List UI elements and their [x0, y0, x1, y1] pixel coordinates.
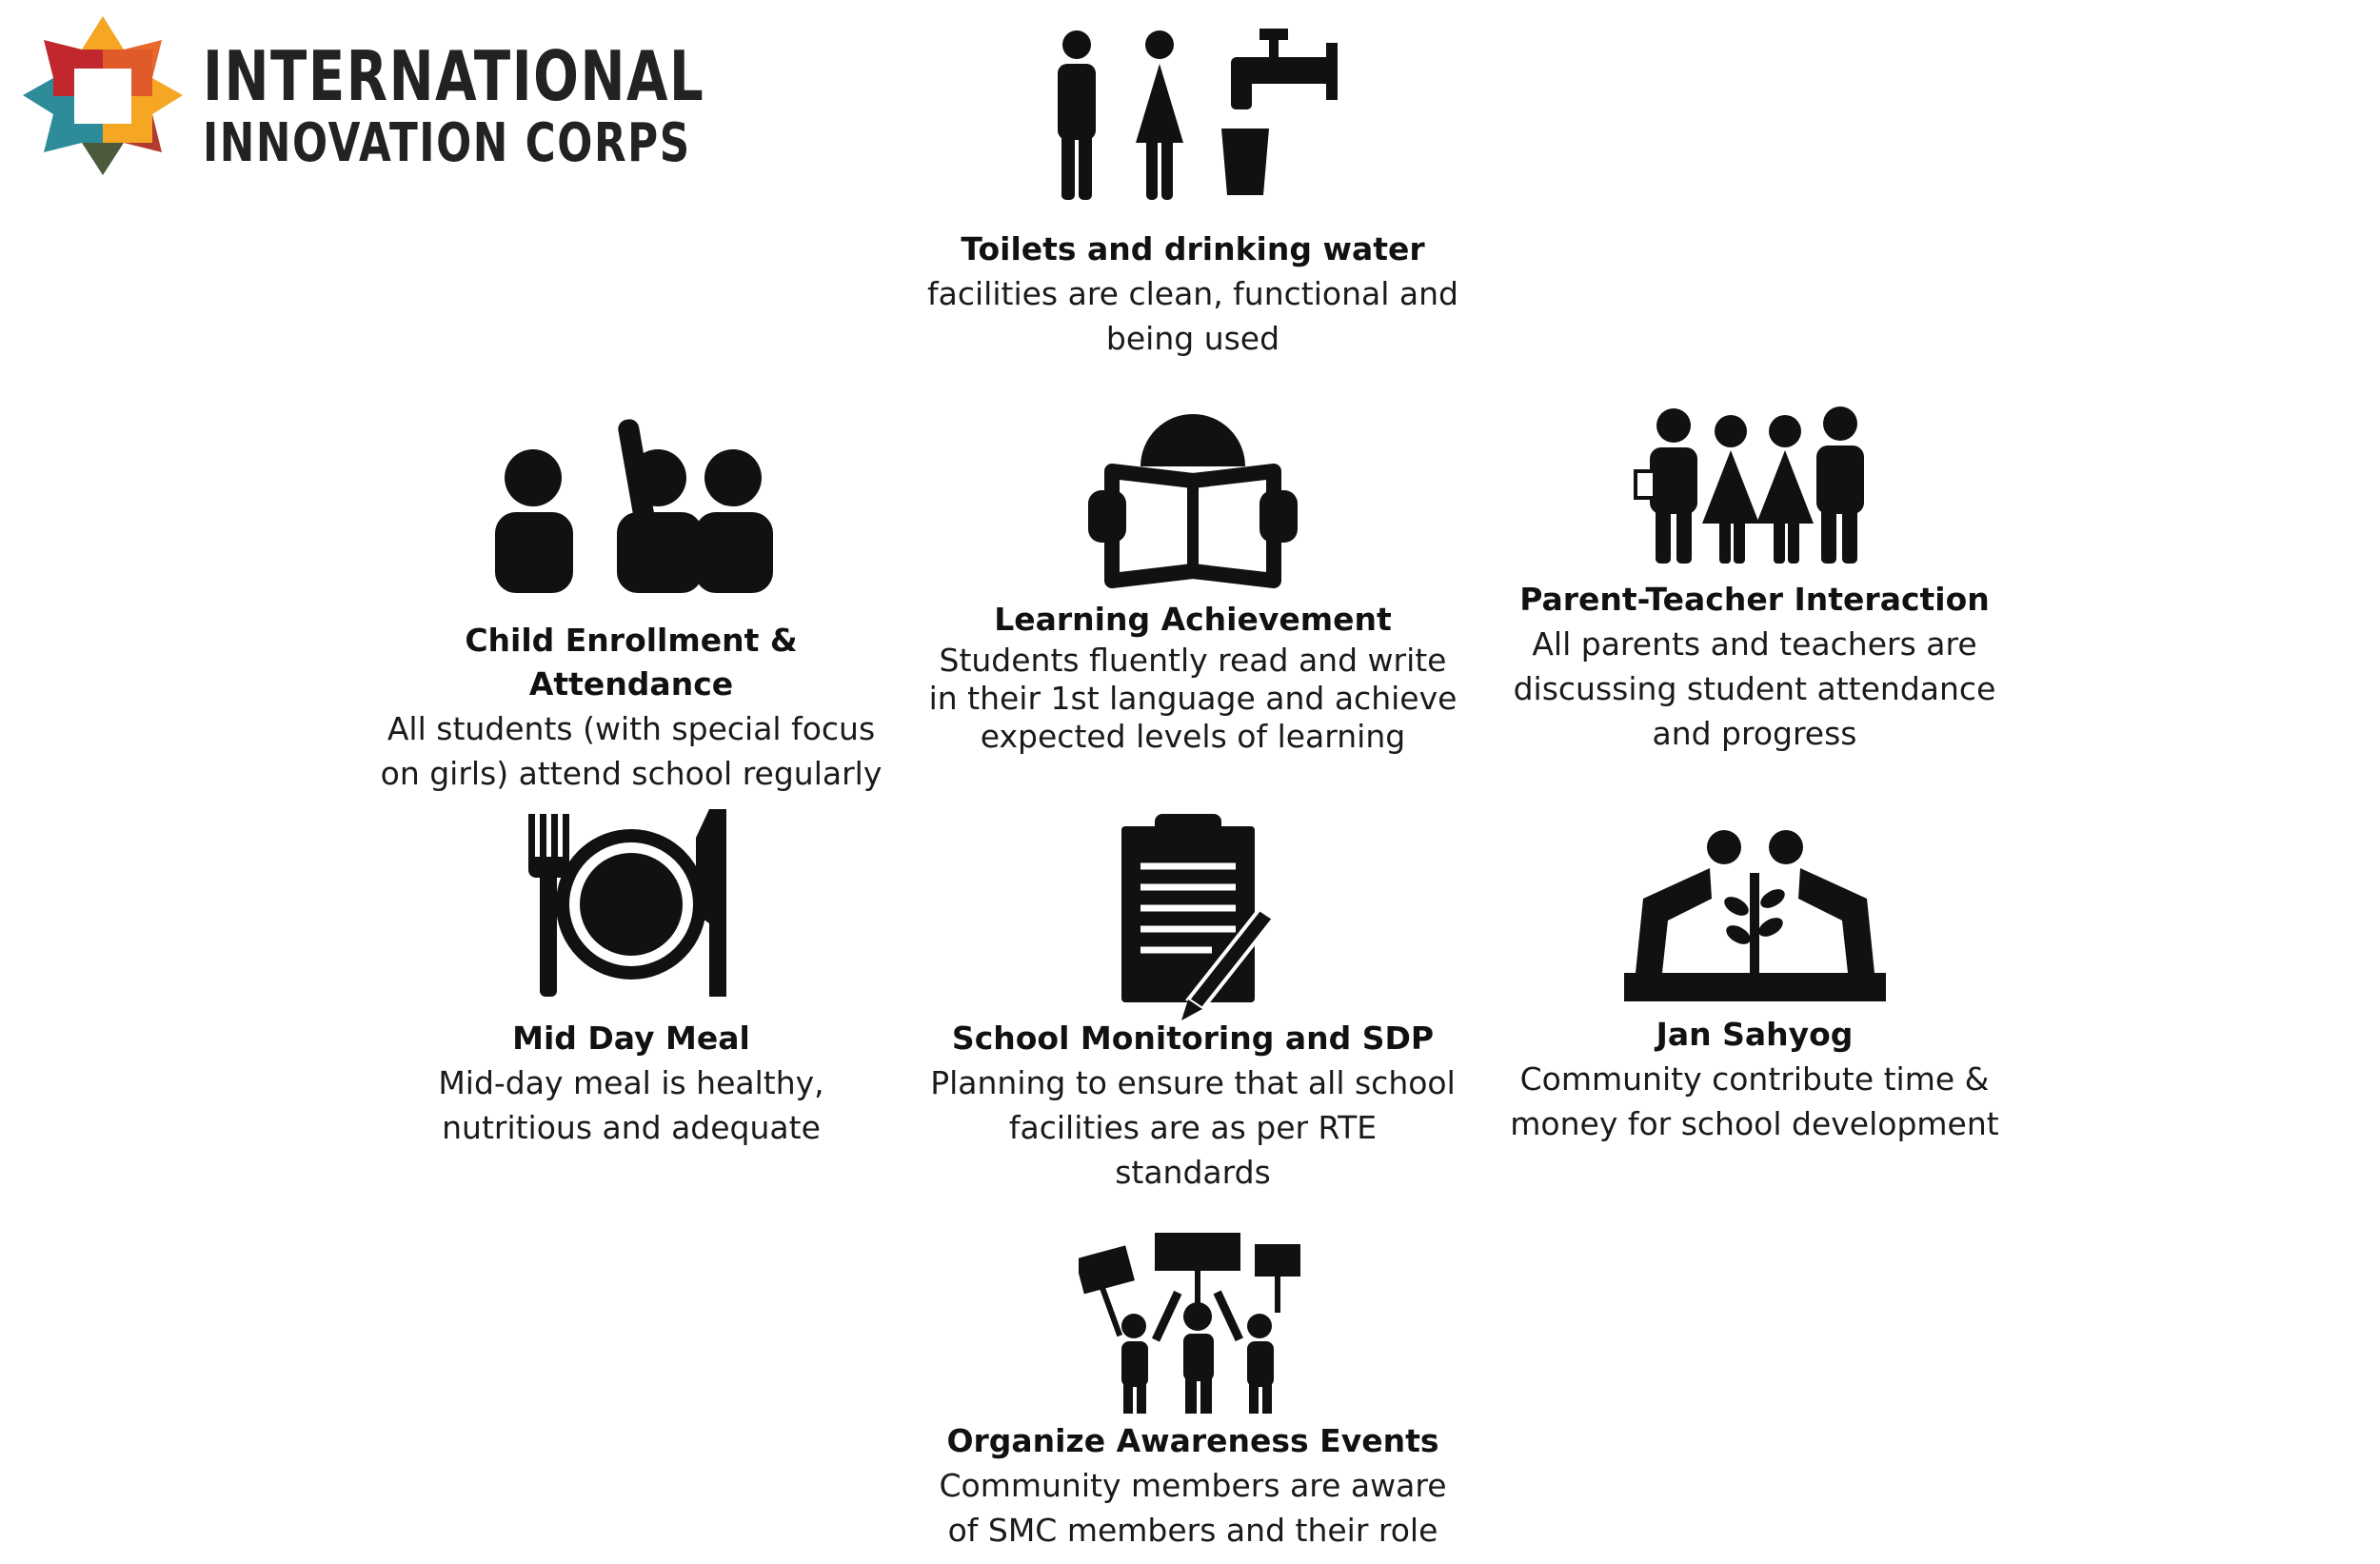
- card-desc-line: being used: [1105, 320, 1280, 357]
- clipboard-pencil-icon: [1098, 809, 1288, 1020]
- card-desc-line: and progress: [1652, 715, 1857, 752]
- person-reading-book-icon: [1083, 400, 1302, 590]
- toilets-water-icon: [1041, 24, 1345, 205]
- card-desc-line: nutritious and adequate: [442, 1109, 821, 1146]
- logo-mark-icon: [19, 11, 186, 178]
- logo-line-2: INNOVATION CORPS: [203, 112, 691, 174]
- card-monitoring: [926, 809, 1459, 1195]
- logo-line-1: INTERNATIONAL: [203, 36, 705, 116]
- card-enrollment: [365, 419, 898, 796]
- card-parent-teacher: [1488, 405, 2021, 756]
- card-awareness: [926, 1233, 1459, 1553]
- card-title: Child Enrollment & Attendance: [465, 622, 798, 703]
- card-desc-line: facilities are clean, functional and: [927, 275, 1458, 312]
- card-desc-line: Community members are aware: [939, 1467, 1447, 1504]
- logo: [19, 11, 705, 178]
- protest-signs-icon: [1079, 1233, 1307, 1414]
- card-learning: [926, 400, 1459, 756]
- card-title: Organize Awareness Events: [946, 1422, 1439, 1459]
- card-jan-sahyog: [1488, 830, 2021, 1146]
- card-desc-line: All parents and teachers are: [1532, 625, 1977, 663]
- people-planting-icon: [1624, 830, 1886, 1001]
- students-raising-hand-icon: [484, 419, 779, 600]
- card-desc-line: money for school development: [1510, 1105, 1999, 1142]
- card-toilets: [926, 19, 1459, 361]
- card-desc-line: expected levels of learning: [980, 718, 1406, 755]
- card-desc-line: Students fluently read and write: [939, 642, 1447, 679]
- card-desc-line: All students (with special focus: [387, 710, 876, 747]
- card-desc-line: Planning to ensure that all school: [930, 1064, 1456, 1101]
- card-desc-line: facilities are as per RTE standards: [1008, 1109, 1378, 1191]
- card-title: Mid Day Meal: [512, 1020, 750, 1057]
- plate-fork-knife-icon: [526, 809, 736, 1000]
- card-mid-day-meal: [365, 809, 898, 1150]
- card-desc-line: of SMC members and their role: [947, 1512, 1438, 1549]
- card-title: Learning Achievement: [994, 601, 1392, 638]
- card-title: Jan Sahyog: [1656, 1016, 1854, 1053]
- card-title: Parent-Teacher Interaction: [1519, 581, 1990, 618]
- card-desc-line: in their 1st language and achieve: [928, 680, 1458, 717]
- card-desc-line: Community contribute time &: [1519, 1060, 1990, 1098]
- card-desc-line: on girls) attend school regularly: [380, 755, 883, 792]
- group-of-people-icon: [1631, 405, 1878, 566]
- card-title: School Monitoring and SDP: [951, 1020, 1435, 1057]
- card-title: Toilets and drinking water: [961, 230, 1425, 267]
- card-desc-line: discussing student attendance: [1513, 670, 1996, 707]
- card-desc-line: Mid-day meal is healthy,: [438, 1064, 824, 1101]
